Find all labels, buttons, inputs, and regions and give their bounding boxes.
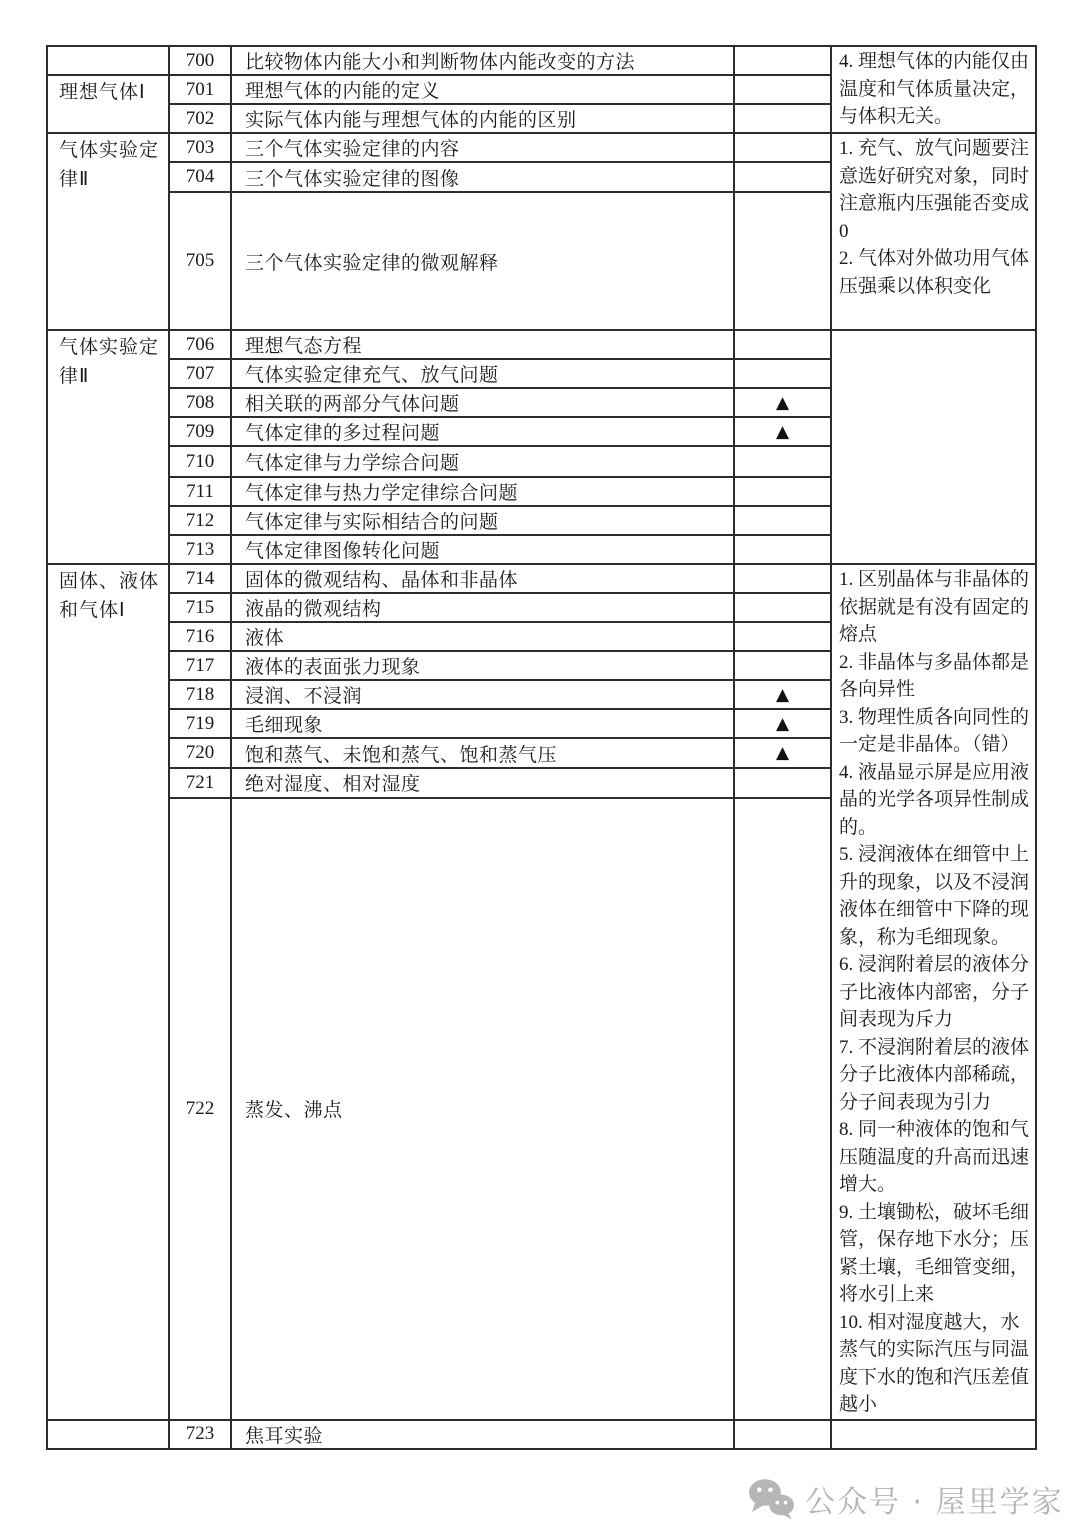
row-number: 703 <box>169 133 231 162</box>
row-number: 704 <box>169 162 231 192</box>
marker-cell <box>734 359 831 388</box>
marker-cell <box>734 768 831 798</box>
row-number: 711 <box>169 477 231 506</box>
knowledge-point: 焦耳实验 <box>231 1420 734 1449</box>
knowledge-point: 气体实验定律充气、放气问题 <box>231 359 734 388</box>
knowledge-point: 毛细现象 <box>231 709 734 738</box>
row-number: 705 <box>169 192 231 330</box>
knowledge-point: 液晶的微观结构 <box>231 593 734 622</box>
marker-cell <box>734 133 831 162</box>
table-row <box>47 1420 1036 1449</box>
note-item: 10. 相对湿度越大，水蒸气的实际汽压与同温度下水的饱和汽压差值越小 <box>839 1311 1030 1415</box>
category-cell: 气体实验定律Ⅱ <box>47 330 169 564</box>
row-number: 708 <box>169 388 231 417</box>
row-number: 722 <box>169 798 231 1420</box>
marker-cell <box>734 192 831 330</box>
marker-cell <box>734 46 831 75</box>
row-number: 716 <box>169 622 231 651</box>
note-item: 6. 浸润附着层的液体分子比液体内部密，分子间表现为斥力 <box>839 954 1030 1030</box>
note-item: 8. 同一种液体的饱和气压随温度的升高而迅速增大。 <box>839 1119 1030 1195</box>
knowledge-table-body <box>47 46 1036 1449</box>
marker-cell <box>734 564 831 593</box>
row-number: 713 <box>169 535 231 564</box>
knowledge-point: 相关联的两部分气体问题 <box>231 388 734 417</box>
knowledge-point: 理想气态方程 <box>231 330 734 359</box>
marker-cell <box>734 506 831 535</box>
note-item: 4. 液晶显示屏是应用液晶的光学各项异性制成的。 <box>839 761 1030 838</box>
knowledge-point: 实际气体内能与理想气体的内能的区别 <box>231 104 734 133</box>
table-row <box>47 46 1036 75</box>
row-number: 700 <box>169 46 231 75</box>
note-item: 4. 理想气体的内能仅由温度和气体质量决定，与体积无关。 <box>839 51 1030 127</box>
row-number: 717 <box>169 651 231 680</box>
knowledge-point: 绝对湿度、相对湿度 <box>231 768 734 798</box>
knowledge-point: 浸润、不浸润 <box>231 680 734 709</box>
note-item: 1. 充气、放气问题要注意选好研究对象，同时注意瓶内压强能否变成0 <box>839 138 1030 242</box>
knowledge-point: 理想气体的内能的定义 <box>231 75 734 104</box>
row-number: 714 <box>169 564 231 593</box>
knowledge-point: 气体定律与力学综合问题 <box>231 446 734 477</box>
knowledge-point: 蒸发、沸点 <box>231 798 734 1420</box>
marker-cell <box>734 798 831 1420</box>
notes-cell <box>831 1420 1036 1449</box>
note-item: 1. 区别晶体与非晶体的依据就是有没有固定的熔点 <box>839 569 1030 645</box>
row-number: 707 <box>169 359 231 388</box>
knowledge-point: 液体的表面张力现象 <box>231 651 734 680</box>
row-number: 721 <box>169 768 231 798</box>
knowledge-point: 固体的微观结构、晶体和非晶体 <box>231 564 734 593</box>
note-item: 3. 物理性质各向同性的一定是非晶体。（错） <box>839 706 1030 755</box>
key-point-triangle-marker: ▲ <box>734 738 831 767</box>
category-cell: 气体实验定律Ⅱ <box>47 133 169 330</box>
notes-cell <box>831 330 1036 564</box>
wechat-icon <box>748 1478 795 1520</box>
notes-cell <box>831 564 1036 1420</box>
marker-cell <box>734 651 831 680</box>
row-number: 710 <box>169 446 231 477</box>
note-item: 5. 浸润液体在细管中上升的现象，以及不浸润液体在细管中下降的现象，称为毛细现象。 <box>839 844 1030 948</box>
category-cell: 理想气体Ⅰ <box>47 75 169 133</box>
knowledge-point: 气体定律与热力学定律综合问题 <box>231 477 734 506</box>
knowledge-point: 比较物体内能大小和判断物体内能改变的方法 <box>231 46 734 75</box>
marker-cell <box>734 330 831 359</box>
marker-cell <box>734 593 831 622</box>
row-number: 706 <box>169 330 231 359</box>
knowledge-point: 液体 <box>231 622 734 651</box>
row-number: 701 <box>169 75 231 104</box>
marker-cell <box>734 535 831 564</box>
row-number: 719 <box>169 709 231 738</box>
row-number: 723 <box>169 1420 231 1449</box>
marker-cell <box>734 477 831 506</box>
category-cell <box>47 1420 169 1449</box>
knowledge-table <box>46 45 1037 1450</box>
table-row <box>47 330 1036 359</box>
row-number: 720 <box>169 738 231 767</box>
watermark <box>748 1477 1064 1521</box>
category-cell <box>47 46 169 75</box>
knowledge-point: 三个气体实验定律的图像 <box>231 162 734 192</box>
knowledge-point: 气体定律与实际相结合的问题 <box>231 506 734 535</box>
note-item: 7. 不浸润附着层的液体分子比液体内部稀疏，分子间表现为引力 <box>839 1036 1030 1113</box>
watermark-text: 公众号 · 屋里学家 <box>805 1485 1064 1520</box>
note-item: 2. 气体对外做功用气体压强乘以体积变化 <box>839 248 1030 297</box>
knowledge-point: 三个气体实验定律的内容 <box>231 133 734 162</box>
marker-cell <box>734 162 831 192</box>
knowledge-point: 饱和蒸气、未饱和蒸气、饱和蒸气压 <box>231 738 734 767</box>
row-number: 702 <box>169 104 231 133</box>
note-item: 9. 土壤锄松，破坏毛细管，保存地下水分；压紧土壤，毛细管变细，将水引上来 <box>839 1201 1030 1305</box>
notes-cell <box>831 46 1036 133</box>
knowledge-point: 气体定律的多过程问题 <box>231 417 734 446</box>
row-number: 712 <box>169 506 231 535</box>
knowledge-point: 三个气体实验定律的微观解释 <box>231 192 734 330</box>
knowledge-point: 气体定律图像转化问题 <box>231 535 734 564</box>
marker-cell <box>734 446 831 477</box>
key-point-triangle-marker: ▲ <box>734 709 831 738</box>
marker-cell <box>734 622 831 651</box>
key-point-triangle-marker: ▲ <box>734 680 831 709</box>
category-cell: 固体、液体和气体Ⅰ <box>47 564 169 1420</box>
row-number: 709 <box>169 417 231 446</box>
table-row <box>47 133 1036 162</box>
marker-cell <box>734 1420 831 1449</box>
row-number: 718 <box>169 680 231 709</box>
note-item: 2. 非晶体与多晶体都是各向异性 <box>839 651 1030 700</box>
notes-cell <box>831 133 1036 330</box>
row-number: 715 <box>169 593 231 622</box>
marker-cell <box>734 104 831 133</box>
key-point-triangle-marker: ▲ <box>734 417 831 446</box>
table-row <box>47 564 1036 593</box>
marker-cell <box>734 75 831 104</box>
key-point-triangle-marker: ▲ <box>734 388 831 417</box>
